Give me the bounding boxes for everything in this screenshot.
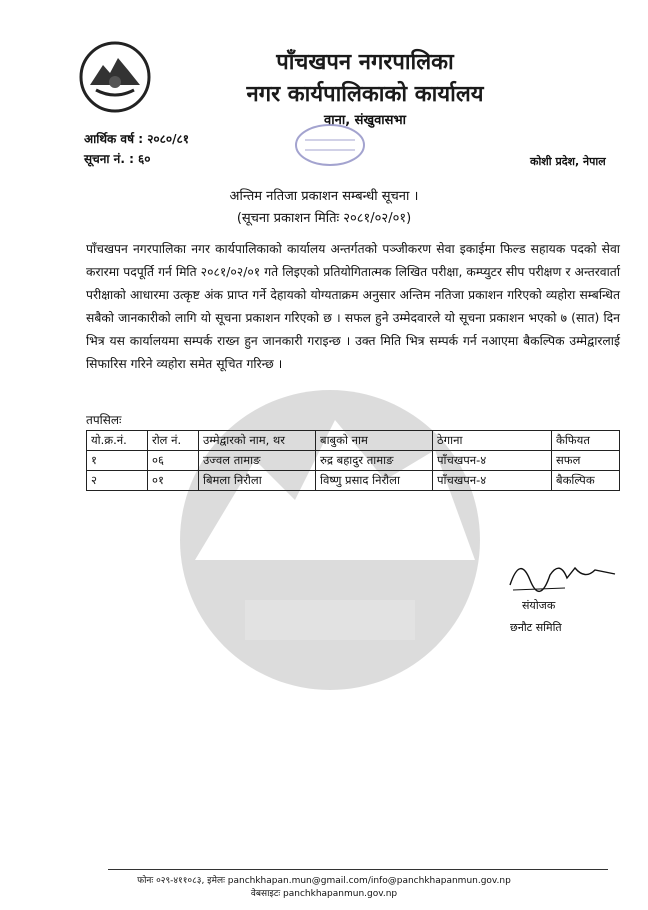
footer-contact: फोनः ०२९-४११०८३, इमेलः panchkhapan.mun@gmail.com/info@panchkhapanmun.gov.np [137,876,511,886]
cell-candidate: उज्वल तामाङ [199,451,316,471]
watermark-emblem [95,340,565,700]
cell-address: पाँचखपन-४ [433,451,552,471]
footer-website: वेबसाइटः panchkhapanmun.gov.np [250,889,398,899]
col-serial: यो.क्र.नं. [87,431,148,451]
notice-date: (सूचना प्रकाशन मितिः २०८१/०२/०१) [236,211,412,226]
fiscal-year: आर्थिक वर्ष : २०८०/८१ [84,132,190,146]
table-row [87,471,620,491]
col-candidate: उम्मेद्वारको नाम, थर [199,431,316,451]
col-address: ठेगाना [433,431,552,451]
results-table [86,430,620,491]
cell-roll: ०१ [148,471,199,491]
table-row [87,451,620,471]
signer-role: संयोजक [522,599,556,612]
handwritten-signature [505,550,620,600]
col-father: बाबुको नाम [316,431,433,451]
nepal-emblem-logo [78,40,152,114]
cell-roll: ०६ [148,451,199,471]
office-location: वाना, संखुवासभा [324,113,406,128]
cell-address: पाँचखपन-४ [433,471,552,491]
table-header-row [87,431,620,451]
annex-label: तपसिलः [86,413,122,427]
notice-number: सूचना नं. : ६० [84,152,151,166]
notice-body: पाँचखपन नगरपालिका नगर कार्यपालिकाको कार्यालय अन्तर्गतको पञ्जीकरण सेवा इकाईमा फिल्ड सहायक पदको सेवा करारमा पदपूर्ति गर्न मिति २०८१/०२/०१ गते लिइएको प्रतियोगितात्मक लिखित परीक्षा, कम्प्युटर सीप परीक्षण र अन्तरवार्ता परीक्षाको आधारमा उत्कृष्ट अंक प्राप्त गर्ने देहायको योग्यताक्रम अनुसार अन्तिम नतिजा प्रकाशन गरिएको व्यहोरा सम्बन्धित सबैको जानकारीको लागि यो सूचना प्रकाशन गरिएको छ । सफल हुने उम्मेदवारले यो सूचना प्रकाशन भएको ७ (सात) दिन भित्र यस कार्यालयमा सम्पर्क राख्न हुन जानकारी गराइन्छ । उक्त मिति भित्र सम्पर्क गर्न नआएमा बैकल्पिक उम्मेद्वारलाई सिफारिस गरिने व्यहोरा समेत सूचित गरिन्छ । [86,242,620,371]
office-name: नगर कार्यपालिकाको कार्यालय [246,82,484,107]
committee-name: छनौट समिति [510,621,562,634]
footer-divider [108,869,608,870]
cell-candidate: बिमला निरौला [199,471,316,491]
municipality-name: पाँचखपन नगरपालिका [276,50,454,75]
province: कोशी प्रदेश, नेपाल [530,155,606,168]
cell-father: रुद्र बहादुर तामाङ [316,451,433,471]
cell-father: विष्णु प्रसाद निरौला [316,471,433,491]
col-roll: रोल नं. [148,431,199,451]
col-remarks: कैफियत [552,431,620,451]
cell-serial: २ [87,471,148,491]
cell-remarks: बैकल्पिक [552,471,620,491]
cell-remarks: सफल [552,451,620,471]
notice-subject: अन्तिम नतिजा प्रकाशन सम्बन्धी सूचना । [229,189,419,204]
cell-serial: १ [87,451,148,471]
